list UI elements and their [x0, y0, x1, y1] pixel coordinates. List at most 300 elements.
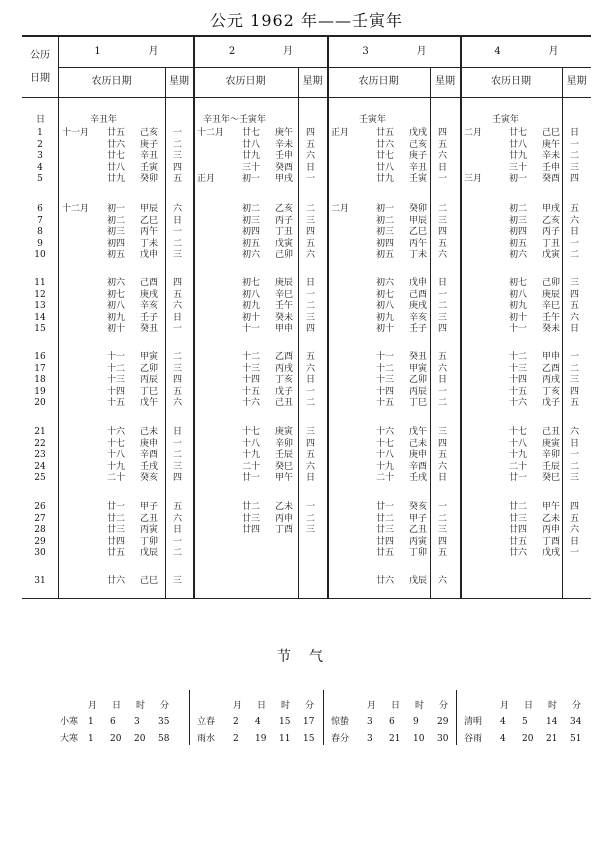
lunar-day: 初五	[376, 250, 395, 261]
day-number: 26	[34, 502, 46, 512]
ganzhi: 乙酉	[542, 363, 561, 374]
lunar-day: 廿二	[509, 502, 528, 512]
weekday: 四	[438, 536, 448, 547]
ganzhi: 庚辰	[542, 289, 561, 300]
lunar-day: 廿七	[107, 151, 126, 162]
lunar-day: 十六	[107, 427, 126, 437]
weekday: 六	[306, 151, 316, 162]
weekday: 五	[438, 352, 448, 362]
weekday: 四	[306, 227, 316, 238]
lunar-day: 十三	[509, 363, 528, 374]
lunar-day: 初五	[242, 238, 261, 249]
lunar-day: 廿九	[376, 174, 395, 185]
weekday: 二	[570, 250, 580, 261]
month-number: 2	[228, 46, 236, 57]
lunar-day: 十九	[242, 450, 261, 461]
month-label: 月	[416, 46, 427, 57]
ganzhi: 乙巳	[140, 215, 159, 226]
ganzhi: 壬子	[140, 312, 159, 323]
ganzhi: 己卯	[275, 250, 294, 261]
ganzhi: 己未	[409, 438, 428, 449]
solar-term-day: 20	[110, 734, 122, 744]
month-divider	[193, 35, 195, 598]
lunar-month-label: 十二月	[62, 204, 90, 214]
xingqi-header: 星期	[302, 76, 323, 87]
ganzhi: 丙寅	[140, 525, 159, 536]
day-number: 2	[37, 139, 43, 150]
ganzhi: 辛巳	[275, 289, 294, 300]
weekday: 四	[570, 386, 580, 397]
year-label: 壬寅年	[359, 115, 387, 125]
jieqi-col-header: 日	[391, 701, 401, 711]
lunar-day: 初六	[376, 278, 395, 288]
lunar-day: 十五	[107, 398, 126, 409]
ri-label: 日	[36, 115, 46, 125]
ganzhi: 甲申	[542, 352, 561, 362]
weekday: 四	[570, 502, 580, 512]
ganzhi: 丁未	[140, 238, 159, 249]
weekday: 日	[570, 438, 580, 449]
ganzhi: 癸卯	[140, 174, 159, 185]
day-number: 28	[34, 525, 46, 536]
lunar-day: 三十	[242, 162, 261, 173]
weekday: 二	[306, 398, 316, 409]
lunar-day: 初六	[509, 250, 528, 261]
lunar-day: 十四	[107, 386, 126, 397]
lunar-day: 十二	[242, 352, 261, 362]
ganzhi: 丙寅	[409, 536, 428, 547]
solar-term-minute: 30	[437, 734, 449, 744]
day-number: 25	[34, 473, 46, 484]
ganzhi: 辛亥	[409, 312, 428, 323]
jieqi-col-header: 日	[112, 701, 122, 711]
lunar-day: 初三	[107, 227, 126, 238]
solar-term-minute: 34	[570, 717, 582, 727]
lunar-day: 初四	[509, 227, 528, 238]
day-number: 17	[34, 363, 46, 374]
ganzhi: 癸巳	[542, 473, 561, 484]
ganzhi: 甲戌	[542, 204, 561, 214]
weekday: 日	[173, 427, 183, 437]
jieqi-col-header: 时	[136, 701, 146, 711]
gongli-label: 公历	[30, 50, 50, 61]
day-number: 4	[37, 162, 43, 173]
lunar-day: 初一	[376, 204, 395, 214]
jieqi-divider	[189, 690, 190, 745]
lunar-day: 初八	[107, 301, 126, 312]
ganzhi: 甲申	[275, 324, 294, 335]
weekday: 日	[306, 278, 316, 288]
lunar-day: 十一	[107, 352, 126, 362]
nongli-header: 农历日期	[91, 76, 132, 87]
weekday: 六	[438, 151, 448, 162]
lunar-day: 初一	[107, 204, 126, 214]
weekday: 日	[173, 525, 183, 536]
solar-term-month: 1	[88, 734, 94, 744]
day-number: 15	[34, 324, 46, 335]
ganzhi: 戊戌	[542, 548, 561, 559]
solar-term-month: 2	[233, 717, 239, 727]
lunar-day: 初十	[509, 312, 528, 323]
weekday: 一	[306, 289, 316, 300]
weekday: 二	[306, 204, 316, 214]
lunar-day: 十七	[376, 438, 395, 449]
lunar-day: 十七	[509, 427, 528, 437]
weekday: 五	[306, 238, 316, 249]
day-number: 19	[34, 386, 46, 397]
day-number: 23	[34, 450, 46, 461]
weekday: 三	[438, 312, 448, 323]
weekday: 六	[438, 461, 448, 472]
weekday: 四	[438, 128, 448, 138]
ganzhi: 乙卯	[409, 375, 428, 386]
weekday-divider	[298, 67, 299, 598]
solar-term-minute: 17	[303, 717, 315, 727]
weekday: 六	[570, 525, 580, 536]
weekday: 一	[173, 227, 183, 238]
lunar-day: 初八	[242, 289, 261, 300]
ganzhi: 乙卯	[140, 363, 159, 374]
weekday: 五	[306, 352, 316, 362]
lunar-day: 廿六	[376, 139, 395, 150]
ganzhi: 乙巳	[409, 227, 428, 238]
day-number: 8	[37, 227, 43, 238]
lunar-day: 廿五	[376, 548, 395, 559]
ganzhi: 戊申	[409, 278, 428, 288]
weekday: 三	[438, 427, 448, 437]
ganzhi: 壬戌	[409, 473, 428, 484]
weekday: 四	[306, 128, 316, 138]
jieqi-divider	[456, 690, 457, 745]
weekday: 六	[173, 301, 183, 312]
lunar-day: 十八	[107, 450, 126, 461]
weekday: 五	[173, 502, 183, 512]
ganzhi: 庚寅	[275, 427, 294, 437]
weekday: 一	[173, 536, 183, 547]
ganzhi: 己巳	[542, 128, 561, 138]
ganzhi: 癸酉	[542, 174, 561, 185]
lunar-day: 廿七	[242, 128, 261, 138]
ganzhi: 癸亥	[140, 473, 159, 484]
day-number: 12	[34, 289, 46, 300]
lunar-day: 初九	[242, 301, 261, 312]
day-number: 10	[34, 250, 46, 261]
lunar-day: 初九	[376, 312, 395, 323]
weekday: 四	[173, 375, 183, 386]
nongli-header: 农历日期	[358, 76, 399, 87]
ganzhi: 壬辰	[275, 450, 294, 461]
weekday: 二	[306, 513, 316, 524]
solar-term-hour: 9	[413, 717, 419, 727]
lunar-day: 初九	[107, 312, 126, 323]
weekday: 三	[173, 363, 183, 374]
ganzhi: 己巳	[140, 576, 159, 586]
weekday: 六	[173, 513, 183, 524]
ganzhi: 丙午	[409, 238, 428, 249]
jieqi-col-header: 分	[305, 701, 315, 711]
weekday: 一	[438, 386, 448, 397]
ganzhi: 庚子	[140, 139, 159, 150]
weekday: 日	[438, 278, 448, 288]
lunar-day: 廿六	[509, 548, 528, 559]
lunar-day: 十二	[509, 352, 528, 362]
ganzhi: 丁卯	[409, 548, 428, 559]
weekday: 一	[306, 174, 316, 185]
solar-term-minute: 35	[158, 717, 170, 727]
solar-term-minute: 51	[570, 734, 582, 744]
ganzhi: 己卯	[542, 278, 561, 288]
ganzhi: 己丑	[542, 427, 561, 437]
weekday: 二	[173, 238, 183, 249]
weekday: 六	[306, 363, 316, 374]
day-number: 18	[34, 375, 46, 386]
lunar-day: 初三	[509, 215, 528, 226]
solar-term-name: 大寒	[60, 734, 79, 744]
solar-term-hour: 11	[279, 734, 291, 744]
lunar-day: 初七	[107, 289, 126, 300]
lunar-day: 廿四	[509, 525, 528, 536]
lunar-day: 十一	[509, 324, 528, 335]
lunar-day: 二十	[509, 461, 528, 472]
lunar-day: 十一	[242, 324, 261, 335]
day-number: 14	[34, 312, 46, 323]
year-label: 辛丑年	[90, 115, 118, 125]
ganzhi: 己亥	[140, 128, 159, 138]
jieqi-col-header: 时	[415, 701, 425, 711]
ganzhi: 癸丑	[409, 352, 428, 362]
jieqi-col-header: 分	[160, 701, 170, 711]
jieqi-col-header: 日	[257, 701, 267, 711]
weekday: 一	[438, 289, 448, 300]
lunar-day: 十六	[242, 398, 261, 409]
weekday: 二	[438, 301, 448, 312]
weekday: 五	[438, 238, 448, 249]
weekday: 四	[306, 438, 316, 449]
month-number: 1	[94, 46, 101, 57]
lunar-day: 十八	[509, 438, 528, 449]
weekday: 日	[570, 227, 580, 238]
lunar-day: 初七	[242, 278, 261, 288]
lunar-day: 廿二	[242, 502, 261, 512]
xingqi-header: 星期	[435, 76, 455, 87]
ganzhi: 甲寅	[140, 352, 159, 362]
ganzhi: 戊戌	[409, 128, 428, 138]
weekday-divider	[562, 67, 563, 598]
ganzhi: 戊子	[275, 386, 294, 397]
lunar-day: 十九	[509, 450, 528, 461]
month-label: 月	[548, 46, 559, 57]
lunar-day: 廿一	[376, 502, 395, 512]
nongli-header: 农历日期	[491, 76, 531, 87]
lunar-day: 初十	[242, 312, 261, 323]
lunar-day: 十五	[376, 398, 395, 409]
solar-term-name: 小寒	[60, 717, 79, 727]
ganzhi: 癸巳	[275, 461, 294, 472]
solar-term-hour: 20	[134, 734, 146, 744]
page-title: 公元 1962 年——壬寅年	[210, 11, 403, 30]
ganzhi: 壬戌	[140, 461, 159, 472]
ganzhi: 癸丑	[140, 324, 159, 335]
lunar-day: 廿七	[509, 128, 528, 138]
jieqi-divider	[323, 690, 324, 745]
lunar-day: 二十	[107, 473, 126, 484]
weekday: 日	[570, 128, 580, 138]
jieqi-col-header: 日	[524, 701, 534, 711]
lunar-day: 初四	[107, 238, 126, 249]
day-number: 6	[37, 204, 43, 214]
jieqi-col-header: 月	[88, 701, 98, 711]
ganzhi: 壬寅	[140, 162, 159, 173]
ganzhi: 戊午	[409, 427, 428, 437]
jieqi-col-header: 分	[439, 701, 449, 711]
ganzhi: 丙戌	[542, 375, 561, 386]
weekday: 四	[306, 324, 316, 335]
solar-term-day: 4	[255, 717, 261, 727]
day-number: 13	[34, 301, 46, 312]
solar-term-month: 2	[233, 734, 239, 744]
ganzhi: 乙酉	[275, 352, 294, 362]
lunar-month-label: 三月	[464, 174, 483, 185]
lunar-day: 廿五	[376, 128, 395, 138]
day-number: 24	[34, 461, 46, 472]
ganzhi: 辛酉	[409, 461, 428, 472]
lunar-day: 十三	[376, 375, 395, 386]
weekday: 五	[570, 398, 580, 409]
lunar-day: 十五	[509, 386, 528, 397]
lunar-day: 二十	[376, 473, 395, 484]
ganzhi: 丁酉	[275, 525, 294, 536]
ganzhi: 丁未	[409, 250, 428, 261]
lunar-day: 十一	[376, 352, 395, 362]
lunar-month-label: 正月	[331, 128, 350, 138]
ganzhi: 庚戌	[409, 301, 428, 312]
ganzhi: 甲寅	[409, 363, 428, 374]
weekday: 五	[570, 204, 580, 214]
day-number: 20	[34, 398, 46, 409]
lunar-day: 廿三	[376, 525, 395, 536]
month-number: 3	[362, 46, 369, 57]
lunar-day: 廿八	[509, 139, 528, 150]
weekday: 二	[438, 513, 448, 524]
weekday: 六	[173, 204, 183, 214]
lunar-day: 初三	[376, 227, 395, 238]
ganzhi: 癸亥	[409, 502, 428, 512]
ganzhi: 丙申	[275, 513, 294, 524]
solar-term-day: 6	[110, 717, 116, 727]
weekday: 五	[570, 513, 580, 524]
ganzhi: 甲午	[542, 502, 561, 512]
ganzhi: 丁巳	[140, 386, 159, 397]
lunar-day: 初二	[107, 215, 126, 226]
day-number: 3	[37, 151, 43, 162]
ganzhi: 乙丑	[140, 513, 159, 524]
day-number: 7	[37, 215, 43, 226]
weekday: 五	[306, 450, 316, 461]
day-number: 27	[34, 513, 46, 524]
solar-term-month: 3	[367, 734, 373, 744]
ganzhi: 辛丑	[140, 151, 159, 162]
year-label: 辛丑年～壬寅年	[203, 115, 267, 125]
weekday: 三	[173, 461, 183, 472]
day-number: 22	[34, 438, 46, 449]
ganzhi: 丁丑	[275, 227, 294, 238]
weekday: 五	[438, 548, 448, 559]
ganzhi: 癸酉	[275, 162, 294, 173]
weekday: 一	[570, 548, 580, 559]
ganzhi: 壬午	[275, 301, 294, 312]
lunar-day: 廿一	[242, 473, 261, 484]
weekday: 一	[173, 128, 183, 138]
solar-term-day: 20	[522, 734, 534, 744]
solar-term-month: 1	[88, 717, 94, 727]
lunar-day: 廿二	[107, 513, 126, 524]
lunar-day: 十四	[242, 375, 261, 386]
ganzhi: 庚申	[140, 438, 159, 449]
weekday: 六	[438, 576, 448, 586]
weekday: 六	[306, 250, 316, 261]
lunar-day: 十三	[107, 375, 126, 386]
solar-term-name: 立春	[197, 717, 216, 727]
weekday: 日	[306, 473, 316, 484]
xingqi-header: 星期	[566, 76, 587, 87]
lunar-month-label: 十二月	[197, 128, 225, 138]
ganzhi: 辛巳	[542, 301, 561, 312]
lunar-day: 初四	[376, 238, 395, 249]
jieqi-col-header: 时	[548, 701, 558, 711]
lunar-day: 初一	[509, 174, 528, 185]
ganzhi: 甲辰	[140, 204, 159, 214]
lunar-day: 初四	[242, 227, 261, 238]
solar-term-hour: 21	[546, 734, 558, 744]
lunar-day: 初九	[509, 301, 528, 312]
month-label: 月	[148, 46, 159, 57]
day-number: 21	[34, 427, 46, 437]
day-number: 11	[34, 278, 46, 288]
weekday: 五	[173, 174, 183, 185]
weekday: 三	[173, 151, 183, 162]
weekday: 五	[173, 289, 183, 300]
ganzhi: 乙丑	[409, 525, 428, 536]
weekday: 五	[570, 301, 580, 312]
ganzhi: 辛卯	[275, 438, 294, 449]
ganzhi: 庚申	[409, 450, 428, 461]
nongli-header: 农历日期	[225, 76, 266, 87]
solar-term-minute: 29	[437, 717, 449, 727]
jieqi-col-header: 分	[572, 701, 582, 711]
weekday: 二	[173, 139, 183, 150]
day-number: 1	[37, 128, 43, 138]
ganzhi: 庚戌	[140, 289, 159, 300]
ganzhi: 丁卯	[140, 536, 159, 547]
ganzhi: 戊辰	[140, 548, 159, 559]
weekday: 六	[570, 215, 580, 226]
ganzhi: 丁亥	[275, 375, 294, 386]
ganzhi: 甲午	[275, 473, 294, 484]
weekday: 五	[306, 139, 316, 150]
ganzhi: 丙辰	[409, 386, 428, 397]
lunar-day: 十六	[376, 427, 395, 437]
ganzhi: 戊子	[542, 398, 561, 409]
ganzhi: 戊寅	[275, 238, 294, 249]
weekday: 三	[570, 473, 580, 484]
lunar-day: 初二	[242, 204, 261, 214]
lunar-day: 十六	[509, 398, 528, 409]
lunar-day: 十二	[107, 363, 126, 374]
xingqi-header: 星期	[169, 76, 189, 87]
weekday: 二	[570, 461, 580, 472]
ganzhi: 丁酉	[542, 536, 561, 547]
solar-term-minute: 58	[158, 734, 170, 744]
